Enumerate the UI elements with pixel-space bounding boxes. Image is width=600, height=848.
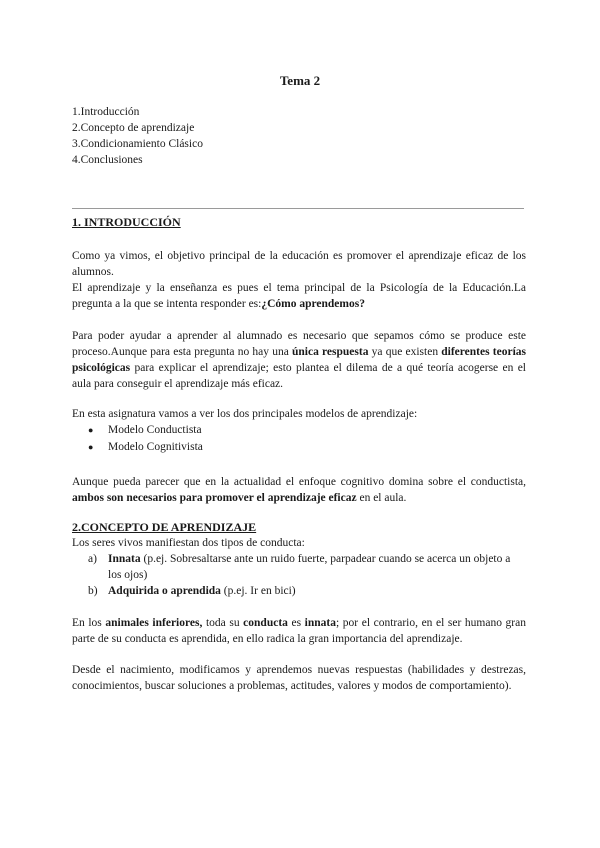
bullet-icon: ● [88, 425, 94, 435]
list-marker: a) [88, 553, 97, 565]
paragraph-innate-vs-learned [72, 615, 526, 647]
list-item [88, 551, 526, 583]
bold-text: animales inferiores, [105, 617, 203, 629]
toc-item: 3.Condicionamiento Clásico [72, 138, 203, 150]
bold-text: ambos son necesarios para promover el aprendizaje eficaz [72, 492, 357, 504]
text-span: toda su [202, 617, 244, 629]
lettered-list [88, 551, 526, 599]
toc-item: 2.Concepto de aprendizaje [72, 122, 195, 134]
paragraph-text [72, 328, 526, 392]
text-span: En los [72, 617, 106, 629]
text-span: es [287, 617, 305, 629]
paragraph-text: Como ya vimos, el objetivo principal de la educación es promover el aprendizaje eficaz de los alumnos. [72, 250, 526, 278]
list-item-label: Modelo Cognitivista [108, 441, 203, 453]
section-heading-introduccion: 1. INTRODUCCIÓN [72, 215, 181, 229]
bold-text: innata [304, 617, 336, 629]
bold-text: Innata [108, 553, 141, 565]
paragraph-text [72, 280, 526, 312]
table-of-contents [72, 104, 203, 168]
paragraph-text [72, 615, 526, 647]
list-item [88, 422, 203, 439]
bold-text: única respuesta [292, 346, 369, 358]
list-item [88, 583, 526, 599]
text-span: (p.ej. Ir en bici) [220, 585, 296, 597]
section-heading-concepto: 2.CONCEPTO DE APRENDIZAJE [72, 520, 257, 534]
bullet-list [88, 422, 203, 456]
paragraph-from-birth: Desde el nacimiento, modificamos y aprendemos nuevas respuestas (habilidades y destrezas, conocimientos, buscar soluciones a problemas, actitudes, valores y modos de comportamiento). [72, 664, 526, 692]
toc-item: 1.Introducción [72, 106, 140, 118]
text-span: (p.ej. Sobresaltarse ante un ruido fuerte, parpadear cuando se acerca un objeto a los ojos) [108, 553, 511, 581]
paragraph-theories [72, 328, 526, 392]
text-span: ; por el contrario, en el ser humano gran parte de su conducta es aprendida, en ello radica la gran importancia del aprendizaje. [72, 617, 526, 645]
paragraph-models-intro: En esta asignatura vamos a ver los dos principales modelos de aprendizaje: [72, 408, 418, 420]
page-title: Tema 2 [279, 73, 321, 88]
bullet-icon: ● [88, 442, 94, 452]
horizontal-divider [72, 208, 524, 209]
paragraph-text [72, 474, 526, 506]
text-span: ya que existen [368, 346, 442, 358]
paragraph-conduct-types: Los seres vivos manifiestan dos tipos de conducta: [72, 537, 305, 549]
text-span: Para poder ayudar a aprender al alumnado es necesario que sepamos cómo se produce este proceso.Aunque para esta pregunta no hay una [72, 330, 526, 358]
bold-text: diferentes teorías psicológicas [72, 346, 526, 374]
bold-text: conducta [243, 617, 288, 629]
list-marker: b) [88, 585, 98, 597]
bold-question: ¿Cómo aprendemos? [261, 298, 365, 310]
toc-item: 4.Conclusiones [72, 154, 143, 166]
list-item [88, 439, 203, 456]
list-item-label: Modelo Conductista [108, 424, 202, 436]
text-span: Aunque pueda parecer que en la actualidad el enfoque cognitivo domina sobre el conductista, [72, 476, 526, 488]
list-item-text [108, 583, 526, 599]
text-span: para explicar el aprendizaje; esto plantea el dilema de a qué teoría acogerse en el aula para conseguir el aprendizaje más eficaz. [72, 362, 526, 390]
paragraph-both-necessary [72, 474, 526, 506]
list-item-text [108, 551, 526, 583]
bold-text: Adquirida o aprendida [108, 585, 221, 597]
paragraph-text-span: El aprendizaje y la enseñanza es pues el tema principal de la Psicología de la Educación.La pregunta a la que se intenta responder es: [72, 282, 526, 310]
paragraph-intro [72, 248, 526, 312]
text-span: en el aula. [356, 492, 407, 504]
